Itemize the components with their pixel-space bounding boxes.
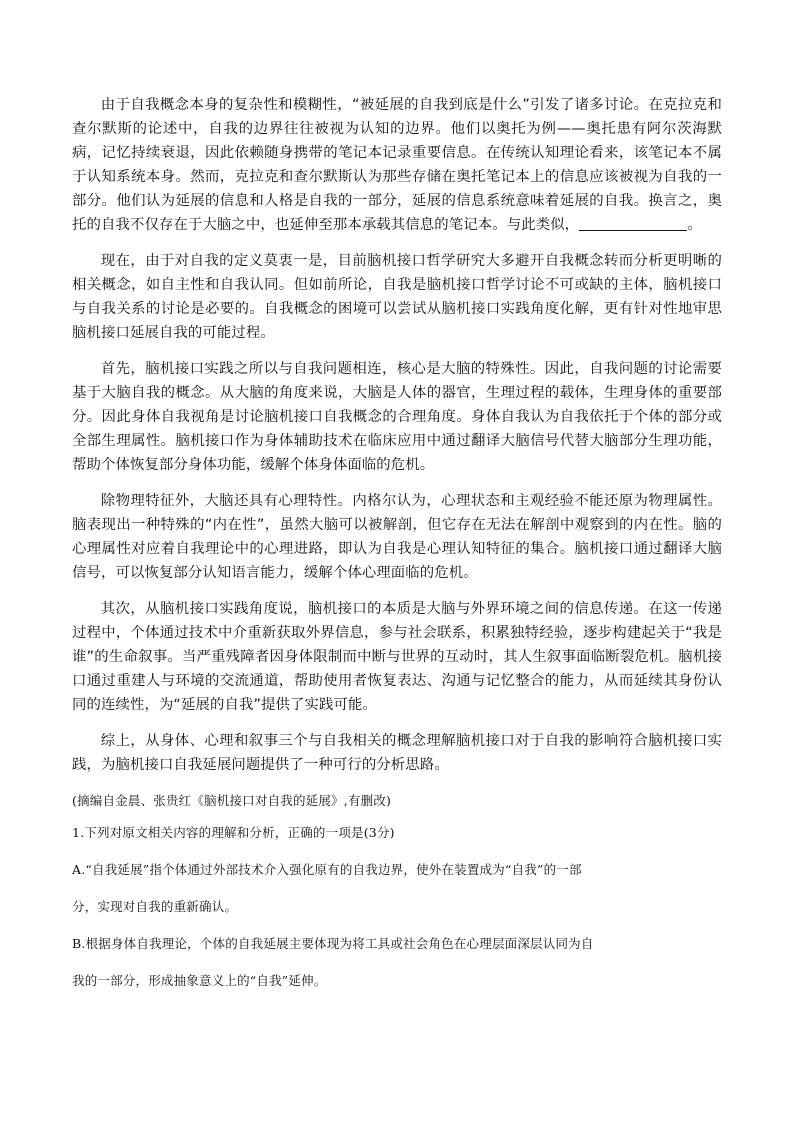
fill-in-blank bbox=[579, 216, 687, 231]
paragraph-2: 现在，由于对自我的定义莫衷一是，目前脑机接口哲学研究大多避开自我概念转而分析更明晰的相关概念，如自主性和自我认同。但如前所论，自我是脑机接口哲学讨论不可或缺的主体，脑机接口与自我关系的讨论是必要的。自我概念的困境可以尝试从脑机接口实践角度化解，更有针对性地审思脑机接口延展自我的可能过程。 bbox=[72, 253, 722, 341]
question-stem: 1.下列对原文相关内容的理解和分析，正确的一项是(3分) bbox=[72, 825, 395, 840]
paragraph-3: 首先，脑机接口实践之所以与自我问题相连，核心是大脑的特殊性。因此，自我问题的讨论需要基于大脑自我的概念。从大脑的角度来说，大脑是人体的器官，生理过程的载体，生理身体的重要部分。因此身体自我视角是讨论脑机接口自我概念的合理角度。身体自我认为自我依托于个体的部分或全部生理属性。脑机接口作为身体辅助技术在临床应用中通过翻译大脑信号代替大脑部分生理功能，帮助个体恢复部分身体功能，缓解个体身体面临的危机。 bbox=[72, 361, 722, 473]
option-b-line-2: 我的一部分，形成抽象意义上的“自我”延伸。 bbox=[72, 973, 327, 988]
paragraph-6: 综上，从身体、心理和叙事三个与自我相关的概念理解脑机接口对于自我的影响符合脑机接口实践，为脑机接口自我延展问题提供了一种可行的分析思路。 bbox=[72, 733, 722, 773]
document-page bbox=[72, 93, 722, 993]
paragraph-1-end: 。 bbox=[687, 217, 702, 233]
paragraph-1-text: 由于自我概念本身的复杂性和模糊性，“被延展的自我到底是什么”引发了诸多讨论。在克拉克和查尔默斯的论述中，自我的边界往往被视为认知的边界。他们以奥托为例——奥托患有阿尔茨海默病，记忆持续衰退，因此依赖随身携带的笔记本记录重要信息。在传统认知理论看来，该笔记本不属于认知系统本身。然而，克拉克和查尔默斯认为那些存储在奥托笔记本上的信息应该被视为自我的一部分。他们认为延展的信息和人格是自我的一部分，延展的信息系统意味着延展的自我。换言之，奥托的自我不仅存在于大脑之中，也延伸至那本承载其信息的笔记本。与此类似， bbox=[72, 97, 722, 233]
paragraph-4: 除物理特征外，大脑还具有心理特性。内格尔认为，心理状态和主观经验不能还原为物理属性。脑表现出一种特殊的“内在性”，虽然大脑可以被解剖，但它存在无法在解剖中观察到的内在性。脑的心理属性对应着自我理论中的心理进路，即认为自我是心理认知特征的集合。脑机接口通过翻译大脑信号，可以恢复部分认知语言能力，缓解个体心理面临的危机。 bbox=[72, 493, 722, 581]
paragraph-1 bbox=[72, 93, 722, 237]
paragraph-5: 其次，从脑机接口实践角度说，脑机接口的本质是大脑与外界环境之间的信息传递。在这一传递过程中，个体通过技术中介重新获取外界信息，参与社会联系，积累独特经验，逐步构建起关于“我是谁”的生命叙事。当严重残障者因身体限制而中断与世界的互动时，其人生叙事面临断裂危机。脑机接口通过重建人与环境的交流通道，帮助使用者恢复表达、沟通与记忆整合的能力，从而延续其身份认同的连续性，为“延展的自我”提供了实践可能。 bbox=[72, 601, 722, 713]
option-a-line-1: A.“自我延展”指个体通过外部技术介入强化原有的自我边界，使外在装置成为“自我”的一部 bbox=[72, 862, 582, 877]
option-a-line-2: 分，实现对自我的重新确认。 bbox=[72, 899, 238, 914]
source-citation: (摘编自金晨、张贵红《脑机接口对自我的延展》,有删改) bbox=[72, 793, 392, 808]
option-b-line-1: B.根据身体自我理论，个体的自我延展主要体现为将工具或社会角色在心理层面深层认同为自 bbox=[72, 936, 594, 951]
